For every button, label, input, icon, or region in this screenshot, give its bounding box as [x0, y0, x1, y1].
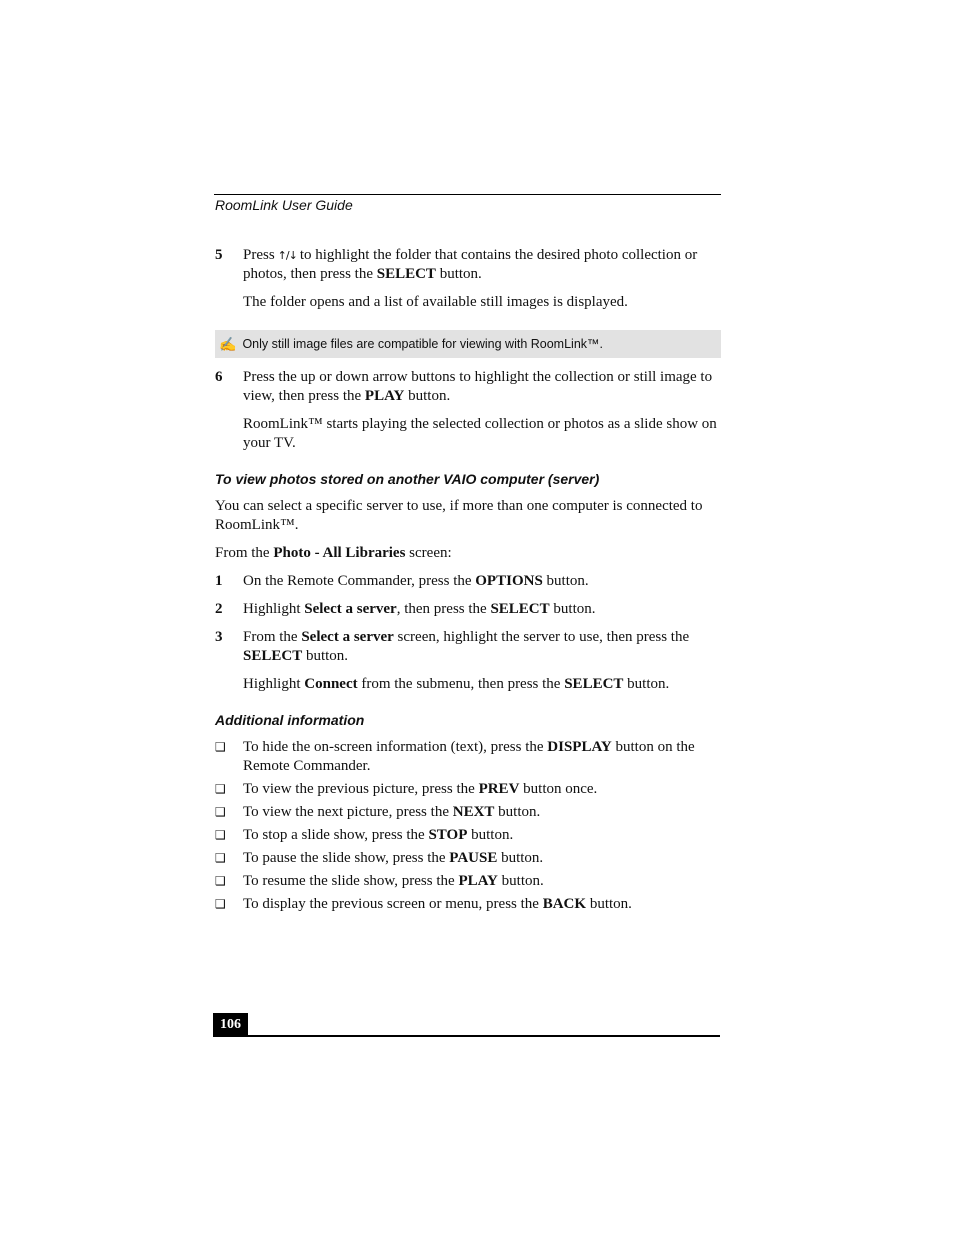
list-item: ❑ To stop a slide show, press the STOP button.	[215, 827, 514, 843]
server-step-1: 1 On the Remote Commander, press the OPTIONS button.	[215, 573, 589, 589]
list-item: ❑ To resume the slide show, press the PLAY button.	[215, 873, 544, 889]
list-item: ❑ To display the previous screen or menu, press the BACK button.	[215, 896, 632, 912]
list-item: ❑ To view the next picture, press the NEXT button.	[215, 804, 541, 820]
page-number: 106	[213, 1013, 248, 1036]
list-item: ❑ To view the previous picture, press the PREV button once.	[215, 781, 598, 797]
running-header: RoomLink User Guide	[215, 197, 353, 213]
step-followup: RoomLink™ starts playing the selected collection or photos as a slide show on your TV.	[243, 416, 717, 451]
checkbox-bullet-icon: ❑	[215, 805, 226, 819]
footer-rule	[213, 1035, 720, 1037]
section-intro: You can select a specific server to use, if more than one computer is connected to RoomLink™.	[215, 498, 703, 533]
step-6	[215, 368, 721, 453]
pencil-icon: ✍	[219, 336, 237, 352]
checkbox-bullet-icon: ❑	[215, 897, 226, 911]
checkbox-bullet-icon: ❑	[215, 874, 226, 888]
header-rule	[214, 194, 721, 195]
list-item: ❑ To hide the on-screen information (text), press the DISPLAY button on the Remote Commander.	[215, 739, 695, 774]
server-step-3: 3 From the Select a server screen, highlight the server to use, then press the SELECT button. Highlight Connect from the submenu, then press the SELECT button.	[215, 628, 721, 694]
step-5	[215, 246, 721, 312]
step-number: 5	[215, 247, 223, 263]
section-heading-additional: Additional information	[215, 712, 365, 728]
step-number: 6	[215, 369, 223, 385]
step-number: 3	[215, 629, 223, 645]
step-number: 2	[215, 601, 223, 617]
checkbox-bullet-icon: ❑	[215, 851, 226, 865]
step-text: Press the up or down arrow buttons to highlight the collection or still image to view, then press the PLAY button.	[243, 369, 713, 404]
server-step-2: 2 Highlight Select a server, then press the SELECT button.	[215, 601, 596, 617]
page-content	[215, 246, 721, 914]
note-text: Only still image files are compatible for viewing with RoomLink™.	[242, 337, 603, 351]
checkbox-bullet-icon: ❑	[215, 740, 226, 754]
section-heading-server: To view photos stored on another VAIO computer (server)	[215, 471, 600, 487]
step-followup: The folder opens and a list of available still images is displayed.	[243, 294, 628, 310]
note-box	[215, 330, 721, 358]
step-number: 1	[215, 573, 223, 589]
checkbox-bullet-icon: ❑	[215, 828, 226, 842]
step-text: Press ↑/↓ to highlight the folder that contains the desired photo collection or photos, then press the SELECT button.	[243, 247, 698, 282]
from-line: From the Photo - All Libraries screen:	[215, 545, 452, 561]
checkbox-bullet-icon: ❑	[215, 782, 226, 796]
step-followup: Highlight Connect from the submenu, then press the SELECT button.	[243, 676, 670, 692]
up-down-arrow-icon: ↑/↓	[277, 249, 297, 262]
list-item: ❑ To pause the slide show, press the PAUSE button.	[215, 850, 544, 866]
